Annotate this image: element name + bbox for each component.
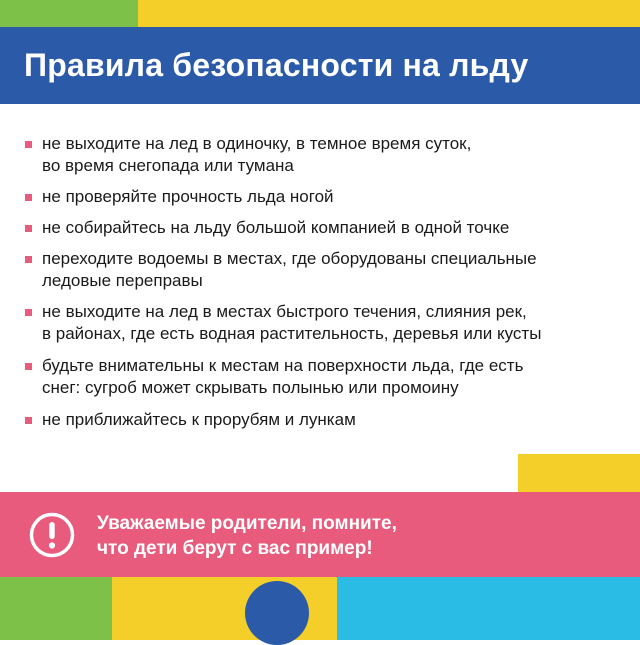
decor-right-yellow [518, 454, 640, 492]
decor-bottom-circle [245, 581, 309, 645]
rule-text-line1: не выходите на лед в одиночку, в темное время суток, [42, 134, 472, 153]
banner-message [97, 511, 397, 561]
banner-line2: что дети берут с вас пример! [97, 538, 373, 559]
rule-text-line1: не выходите на лед в местах быстрого течения, слияния рек, [42, 302, 527, 321]
rule-text-line2: во время снегопада или тумана [42, 156, 294, 175]
header-bar [0, 27, 640, 104]
rule-text-line1: не проверяйте прочность льда ногой [42, 187, 334, 206]
rules-list [24, 133, 624, 440]
decor-top-green [0, 0, 138, 27]
list-item [24, 186, 624, 208]
rule-text-line2: в районах, где есть водная растительность, деревья или кусты [42, 324, 542, 343]
decor-bottom-green [0, 577, 112, 640]
rule-text-line1: не собирайтесь на льду большой компанией в одной точке [42, 218, 510, 237]
list-item [24, 301, 624, 345]
list-item [24, 409, 624, 431]
rule-text-line1: не приближайтесь к прорубям и лункам [42, 410, 356, 429]
rule-text-line1: будьте внимательны к местам на поверхности льда, где есть [42, 356, 524, 375]
list-item [24, 217, 624, 239]
rule-text-line1: переходите водоемы в местах, где оборудованы специальные [42, 249, 537, 268]
decor-bottom-cyan [337, 577, 640, 640]
decor-top-yellow [138, 0, 640, 27]
rule-text-line2: снег: сугроб может скрывать полынью или промоину [42, 378, 459, 397]
list-item [24, 248, 624, 292]
banner-line1: Уважаемые родители, помните, [97, 513, 397, 534]
list-item [24, 355, 624, 399]
exclamation-circle-icon [29, 512, 75, 558]
page-title: Правила безопасности на льду [24, 47, 529, 83]
list-item [24, 133, 624, 177]
rule-text-line2: ледовые переправы [42, 271, 203, 290]
